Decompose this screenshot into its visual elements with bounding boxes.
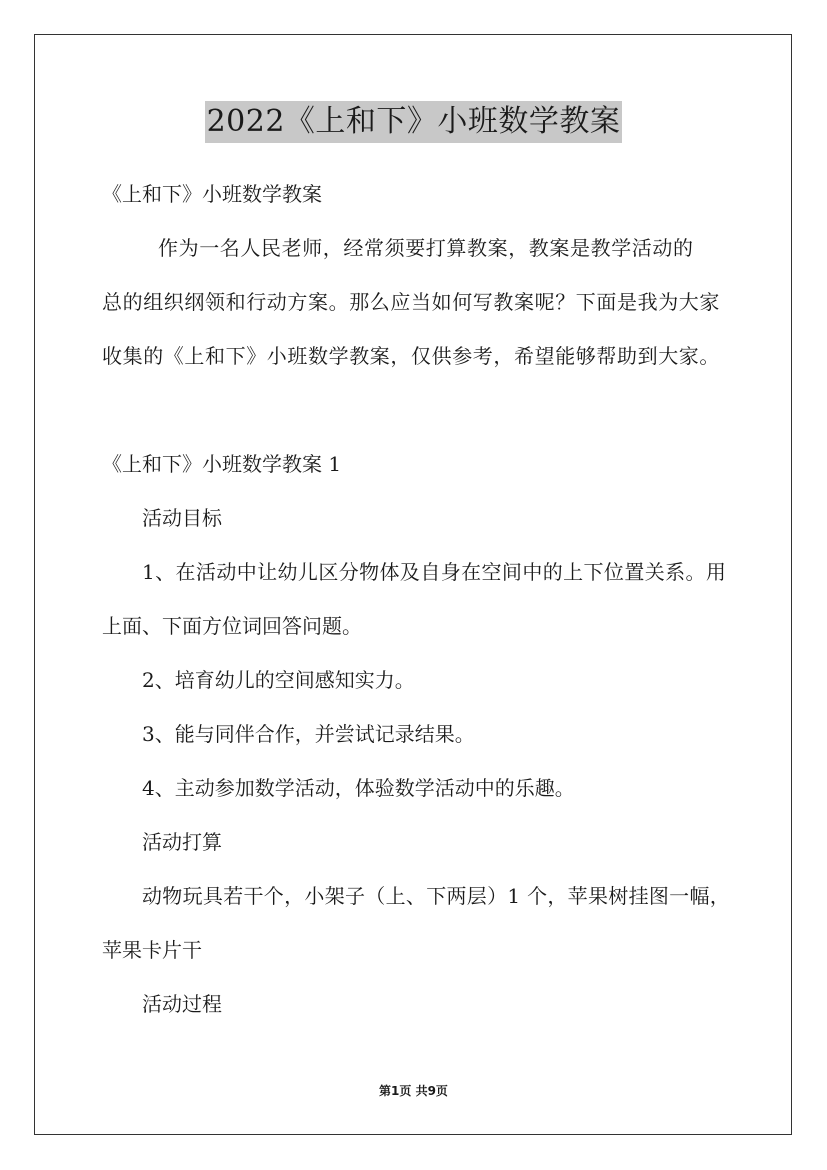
intro-line: 收集的《上和下》小班数学教案，仅供参考，希望能够帮助到大家。 (102, 344, 720, 368)
section-heading: 《上和下》小班数学教案 1 (102, 452, 342, 476)
goal-item: 1、在活动中让幼儿区分物体及自身在空间中的上下位置关系。用 (142, 560, 727, 584)
goals-heading: 活动目标 (142, 506, 222, 530)
title-container (0, 101, 827, 143)
intro-line: 作为一名人民老师，经常须要打算教案，教案是教学活动的 (158, 236, 694, 260)
intro-line: 总的组织纲领和行动方案。那么应当如何写教案呢？下面是我为大家 (102, 290, 720, 314)
prep-item: 动物玩具若干个，小架子（上、下两层）1 个，苹果树挂图一幅， (142, 884, 731, 908)
document-subtitle: 《上和下》小班数学教案 (102, 182, 322, 206)
document-title: 2022《上和下》小班数学教案 (205, 101, 623, 143)
prep-heading: 活动打算 (142, 830, 222, 854)
process-heading: 活动过程 (142, 992, 222, 1016)
page-number-label: 第1页 共9页 (379, 1084, 448, 1098)
page-footer (0, 1083, 827, 1099)
goal-item: 上面、下面方位词回答问题。 (102, 614, 362, 638)
goal-item: 3、能与同伴合作，并尝试记录结果。 (142, 722, 475, 746)
prep-item: 苹果卡片干 (102, 938, 202, 962)
goal-item: 2、培育幼儿的空间感知实力。 (142, 668, 415, 692)
goal-item: 4、主动参加数学活动，体验数学活动中的乐趣。 (142, 776, 575, 800)
